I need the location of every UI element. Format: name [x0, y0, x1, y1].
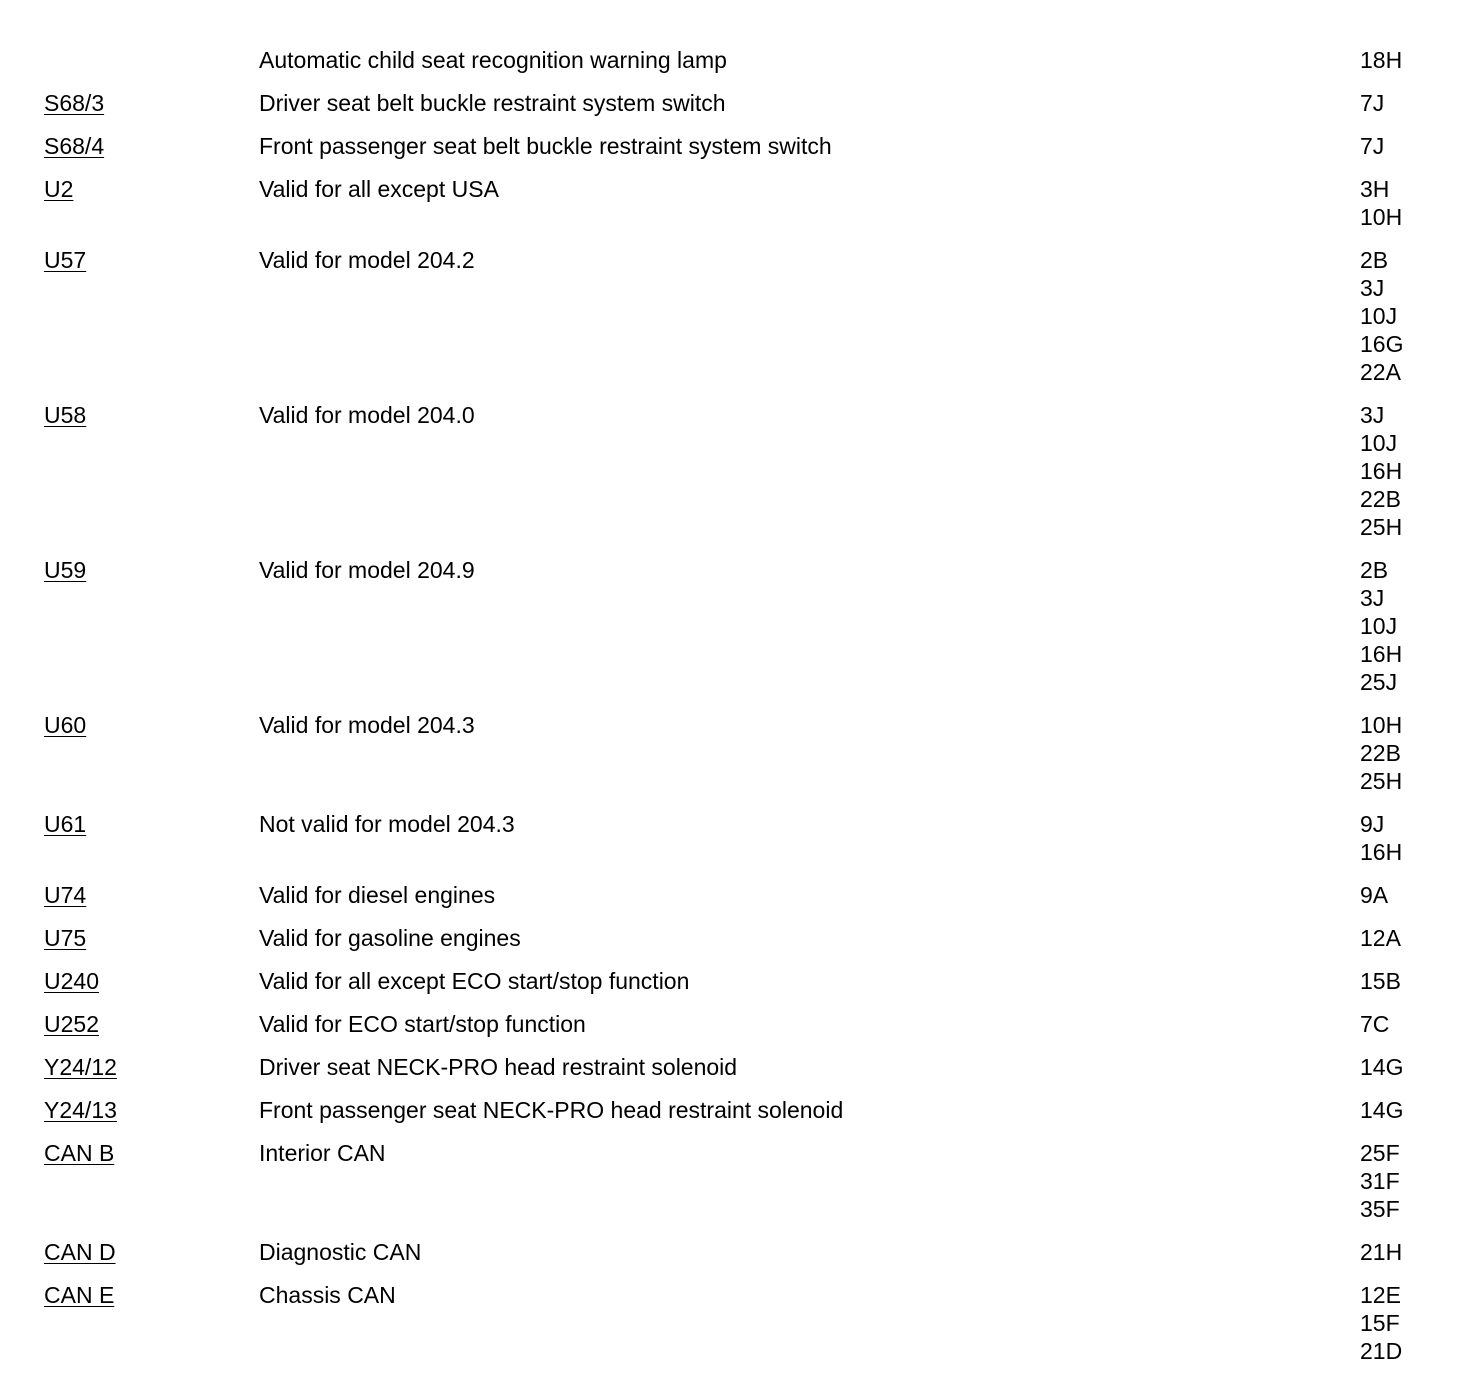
component-description: Valid for model 204.0	[259, 402, 475, 428]
component-description: Valid for all except USA	[259, 176, 499, 202]
component-description: Driver seat belt buckle restraint system switch	[259, 90, 726, 116]
grid-reference: 15B	[1360, 968, 1401, 994]
grid-reference: 7J	[1360, 133, 1385, 159]
component-description: Valid for all except ECO start/stop function	[259, 968, 690, 994]
legend-row	[44, 401, 1444, 541]
component-description: Automatic child seat recognition warning lamp	[259, 47, 727, 73]
component-code-link[interactable]: U60	[44, 712, 87, 738]
grid-reference: 2B	[1360, 557, 1389, 583]
component-description: Valid for model 204.3	[259, 712, 475, 738]
legend-row	[44, 246, 1444, 386]
grid-reference: 10H	[1360, 712, 1403, 738]
grid-reference: 16H	[1360, 839, 1403, 865]
grid-reference: 3J	[1360, 275, 1385, 301]
grid-reference: 12E	[1360, 1282, 1401, 1308]
grid-reference: 18H	[1360, 47, 1403, 73]
grid-reference: 7C	[1360, 1011, 1390, 1037]
grid-reference: 3J	[1360, 585, 1385, 611]
component-code-link[interactable]: CAN D	[44, 1239, 116, 1265]
grid-reference: 22B	[1360, 486, 1401, 512]
grid-references	[1360, 967, 1444, 995]
component-code-link[interactable]: U2	[44, 176, 74, 202]
component-code-link[interactable]: Y24/12	[44, 1054, 117, 1080]
grid-reference: 9J	[1360, 811, 1385, 837]
grid-reference: 12A	[1360, 925, 1401, 951]
grid-references	[1360, 132, 1444, 160]
component-description: Valid for model 204.9	[259, 557, 475, 583]
legend-row	[44, 1139, 1444, 1223]
component-description: Interior CAN	[259, 1140, 386, 1166]
legend-row	[44, 924, 1444, 952]
grid-references	[1360, 711, 1444, 795]
legend-row	[44, 967, 1444, 995]
component-code-link[interactable]: Y24/13	[44, 1097, 117, 1123]
grid-reference: 7J	[1360, 90, 1385, 116]
component-description: Front passenger seat NECK-PRO head restraint solenoid	[259, 1097, 844, 1123]
component-description: Valid for diesel engines	[259, 882, 496, 908]
grid-reference: 22A	[1360, 359, 1401, 385]
component-code-link[interactable]: CAN E	[44, 1282, 115, 1308]
component-description: Chassis CAN	[259, 1282, 396, 1308]
component-description: Front passenger seat belt buckle restraint system switch	[259, 133, 832, 159]
grid-reference: 3H	[1360, 176, 1390, 202]
grid-reference: 35F	[1360, 1196, 1400, 1222]
grid-references	[1360, 881, 1444, 909]
grid-references	[1360, 810, 1444, 866]
grid-reference: 10J	[1360, 303, 1398, 329]
grid-reference: 9A	[1360, 882, 1389, 908]
grid-references	[1360, 556, 1444, 696]
grid-references	[1360, 89, 1444, 117]
component-description: Driver seat NECK-PRO head restraint solenoid	[259, 1054, 738, 1080]
component-code-link[interactable]: U252	[44, 1011, 99, 1037]
grid-reference: 21D	[1360, 1338, 1403, 1364]
component-code-link[interactable]: U58	[44, 402, 87, 428]
component-code-link[interactable]: U61	[44, 811, 87, 837]
grid-reference: 16G	[1360, 331, 1404, 357]
legend-row	[44, 132, 1444, 160]
grid-reference: 21H	[1360, 1239, 1403, 1265]
component-description: Valid for ECO start/stop function	[259, 1011, 586, 1037]
grid-reference: 22B	[1360, 740, 1401, 766]
grid-reference: 3J	[1360, 402, 1385, 428]
grid-reference: 16H	[1360, 641, 1403, 667]
grid-references	[1360, 246, 1444, 386]
grid-references	[1360, 1139, 1444, 1223]
component-code-link[interactable]: U75	[44, 925, 87, 951]
grid-references	[1360, 401, 1444, 541]
grid-reference: 10J	[1360, 613, 1398, 639]
legend-row	[44, 711, 1444, 795]
grid-reference: 10H	[1360, 204, 1403, 230]
grid-references	[1360, 1281, 1444, 1365]
grid-references	[1360, 1010, 1444, 1038]
grid-reference: 25J	[1360, 669, 1398, 695]
legend-row	[44, 810, 1444, 866]
legend-row	[44, 1096, 1444, 1124]
grid-reference: 16H	[1360, 458, 1403, 484]
component-code-link[interactable]: CAN B	[44, 1140, 115, 1166]
grid-reference: 2B	[1360, 247, 1389, 273]
component-legend	[44, 46, 1444, 1380]
component-code-link[interactable]: U59	[44, 557, 87, 583]
legend-row	[44, 46, 1444, 74]
grid-references	[1360, 1096, 1444, 1124]
component-code-link[interactable]: S68/4	[44, 133, 105, 159]
component-description: Diagnostic CAN	[259, 1239, 422, 1265]
component-description: Valid for gasoline engines	[259, 925, 521, 951]
grid-references	[1360, 1238, 1444, 1266]
grid-references	[1360, 175, 1444, 231]
component-code-link[interactable]: U240	[44, 968, 99, 994]
grid-references	[1360, 924, 1444, 952]
legend-row	[44, 175, 1444, 231]
component-description: Valid for model 204.2	[259, 247, 475, 273]
grid-reference: 25H	[1360, 768, 1403, 794]
legend-row	[44, 1053, 1444, 1081]
component-code-link[interactable]: S68/3	[44, 90, 105, 116]
grid-reference: 25H	[1360, 514, 1403, 540]
grid-reference: 10J	[1360, 430, 1398, 456]
grid-reference: 15F	[1360, 1310, 1400, 1336]
grid-reference: 25F	[1360, 1140, 1400, 1166]
legend-row	[44, 1281, 1444, 1365]
legend-row	[44, 1238, 1444, 1266]
grid-reference: 14G	[1360, 1097, 1404, 1123]
legend-row	[44, 1010, 1444, 1038]
grid-reference: 14G	[1360, 1054, 1404, 1080]
component-code-link[interactable]: U74	[44, 882, 87, 908]
legend-row	[44, 556, 1444, 696]
legend-row	[44, 89, 1444, 117]
grid-references	[1360, 1053, 1444, 1081]
component-description: Not valid for model 204.3	[259, 811, 515, 837]
component-code-link[interactable]: U57	[44, 247, 87, 273]
grid-reference: 31F	[1360, 1168, 1400, 1194]
grid-references	[1360, 46, 1444, 74]
legend-row	[44, 881, 1444, 909]
